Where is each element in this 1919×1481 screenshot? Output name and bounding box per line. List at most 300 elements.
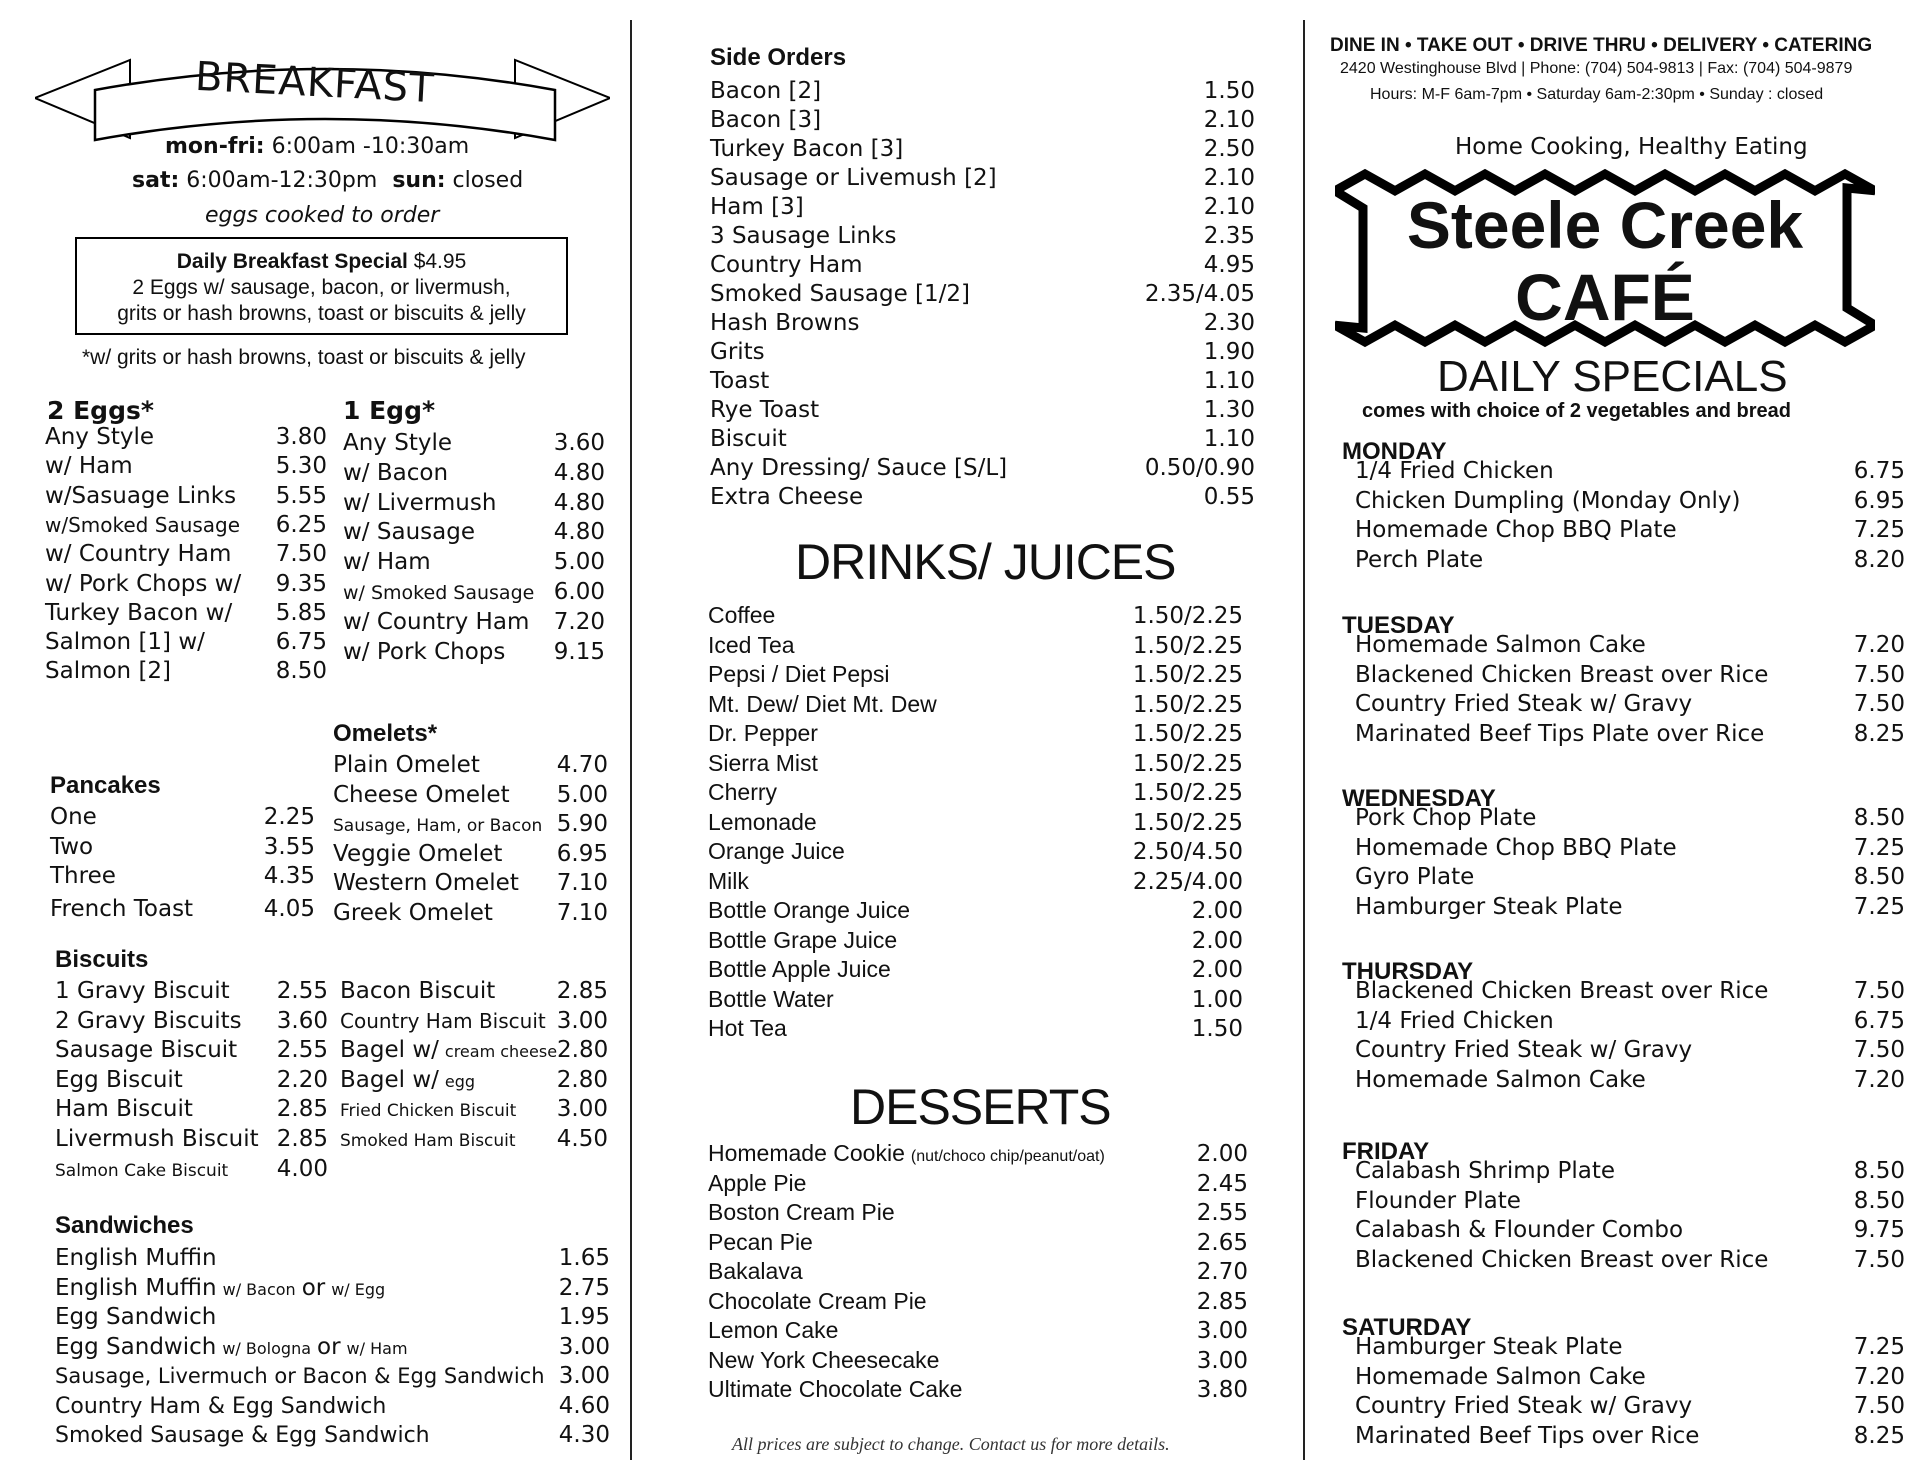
item-price: 1.50/2.25 bbox=[1132, 721, 1243, 747]
item-price: 8.50 bbox=[1853, 864, 1905, 891]
menu-item bbox=[710, 136, 1255, 162]
item-price: 2.00 bbox=[1196, 1141, 1248, 1167]
item-name: Bagel w/ egg bbox=[340, 1066, 476, 1093]
item-price: 3.80 bbox=[1196, 1377, 1248, 1403]
item-price: 3.00 bbox=[1196, 1347, 1248, 1374]
item-price: 1.50 bbox=[1191, 1016, 1243, 1042]
one-egg-heading: 1 Egg* bbox=[343, 396, 436, 425]
item-price: 4.05 bbox=[263, 895, 315, 922]
menu-item bbox=[55, 978, 328, 1004]
item-or: or bbox=[301, 1274, 326, 1301]
item-price: 4.35 bbox=[263, 863, 315, 889]
menu-item bbox=[340, 1126, 608, 1152]
day-heading-tuesday: TUESDAY bbox=[1342, 612, 1455, 639]
item-name: Marinated Beef Tips Plate over Rice bbox=[1355, 720, 1765, 747]
item-price: 1.50/2.25 bbox=[1132, 750, 1243, 777]
item-name: Homemade Salmon Cake bbox=[1355, 1363, 1646, 1390]
item-name: Grits bbox=[710, 339, 765, 365]
menu-item bbox=[50, 896, 315, 922]
item-name: Iced Tea bbox=[708, 631, 795, 658]
item-price: 8.25 bbox=[1853, 1422, 1905, 1449]
item-extra: (nut/choco chip/peanut/oat) bbox=[910, 1148, 1105, 1165]
item-price: 8.20 bbox=[1853, 546, 1905, 573]
menu-item bbox=[340, 1008, 608, 1034]
item-name: 1/4 Fried Chicken bbox=[1355, 458, 1554, 484]
menu-item bbox=[45, 541, 327, 567]
item-price: 4.95 bbox=[1203, 252, 1255, 278]
item-price: 3.00 bbox=[558, 1333, 610, 1360]
menu-item bbox=[708, 809, 1243, 836]
special-line2: grits or hash browns, toast or biscuits & jelly bbox=[117, 302, 526, 325]
item-name: Bacon [2] bbox=[710, 78, 822, 104]
side-orders-heading: Side Orders bbox=[710, 44, 847, 71]
item-name: English Muffin bbox=[55, 1245, 217, 1271]
item-name: Blackened Chicken Breast over Rice bbox=[1355, 661, 1769, 688]
menu-item bbox=[1355, 1217, 1905, 1243]
item-name: Rye Toast bbox=[710, 397, 820, 423]
item-name: w/ Ham bbox=[343, 549, 431, 576]
item-name: Salmon Cake Biscuit bbox=[55, 1160, 229, 1181]
logo-line1: Steele Creek bbox=[1406, 188, 1804, 262]
daily-specials-title: DAILY SPECIALS bbox=[1437, 352, 1788, 401]
item-name: Turkey Bacon w/ bbox=[45, 599, 233, 626]
item-name: Hamburger Steak Plate bbox=[1355, 893, 1623, 920]
menu-item bbox=[1355, 1364, 1905, 1390]
item-price: 2.35/4.05 bbox=[1144, 281, 1255, 307]
special-title: Daily Breakfast Special bbox=[176, 250, 408, 273]
menu-item bbox=[55, 1096, 328, 1122]
item-name: w/ Sausage bbox=[343, 519, 475, 546]
item-name: Lemon Cake bbox=[708, 1317, 839, 1343]
breakfast-title: BREAKFAST bbox=[193, 53, 436, 113]
item-price: 7.25 bbox=[1853, 834, 1905, 861]
item-name: Homemade Salmon Cake bbox=[1355, 1066, 1646, 1093]
special-price: $4.95 bbox=[413, 250, 467, 273]
menu-item bbox=[343, 490, 605, 516]
menu-item bbox=[708, 632, 1243, 659]
item-price: 4.00 bbox=[276, 1155, 328, 1182]
item-or: or bbox=[317, 1333, 341, 1360]
item-price: 1.50/2.25 bbox=[1132, 632, 1243, 659]
hours-line: Hours: M-F 6am-7pm • Saturday 6am-2:30pm • Sunday : closed bbox=[1370, 86, 1824, 103]
item-price: 1.50/2.25 bbox=[1132, 809, 1243, 836]
menu-item bbox=[55, 1304, 610, 1330]
item-name: Perch Plate bbox=[1355, 546, 1484, 573]
item-name: 1/4 Fried Chicken bbox=[1355, 1007, 1554, 1034]
item-name: One bbox=[50, 804, 97, 830]
item-name: Country Fried Steak w/ Gravy bbox=[1355, 1393, 1693, 1420]
item-name: Orange Juice bbox=[708, 838, 845, 864]
menu-item bbox=[710, 339, 1255, 365]
item-price: 2.75 bbox=[558, 1274, 610, 1301]
day-heading-thursday: THURSDAY bbox=[1342, 958, 1474, 985]
item-name: Country Fried Steak w/ Gravy bbox=[1355, 691, 1693, 718]
menu-item bbox=[55, 1245, 610, 1271]
item-price: 2.85 bbox=[556, 978, 608, 1004]
menu-item bbox=[45, 629, 327, 655]
item-name: Two bbox=[50, 833, 94, 860]
menu-item bbox=[45, 453, 327, 479]
item-name: Gyro Plate bbox=[1355, 864, 1475, 891]
menu-item bbox=[708, 838, 1243, 865]
item-name: Country Fried Steak w/ Gravy bbox=[1355, 1037, 1693, 1064]
item-name: Any Style bbox=[45, 424, 155, 450]
item-price: 6.25 bbox=[275, 511, 327, 538]
menu-item bbox=[1355, 978, 1905, 1004]
menu-item bbox=[708, 1376, 1248, 1403]
item-name: Pecan Pie bbox=[708, 1228, 813, 1255]
menu-item bbox=[710, 78, 1255, 104]
menu-item bbox=[343, 549, 605, 575]
item-price: 1.50/2.25 bbox=[1132, 691, 1243, 718]
menu-item bbox=[55, 1067, 328, 1093]
item-price: 2.55 bbox=[276, 978, 328, 1004]
item-price: 2.00 bbox=[1191, 957, 1243, 983]
menu-item bbox=[55, 1126, 328, 1152]
item-name: Blackened Chicken Breast over Rice bbox=[1355, 978, 1769, 1004]
item-price: 0.50/0.90 bbox=[1144, 455, 1255, 481]
item-name: Blackened Chicken Breast over Rice bbox=[1355, 1246, 1769, 1273]
menu-item bbox=[333, 782, 608, 808]
column-divider-right bbox=[1303, 20, 1305, 1460]
item-price: 7.25 bbox=[1853, 517, 1905, 544]
item-extra: cream cheese bbox=[444, 1042, 558, 1062]
item-name: 3 Sausage Links bbox=[710, 223, 897, 249]
item-name: Sausage, Livermuch or Bacon & Egg Sandwich bbox=[55, 1364, 545, 1388]
menu-item bbox=[1355, 1247, 1905, 1273]
item-name: Bottle Orange Juice bbox=[708, 897, 911, 923]
item-name: Flounder Plate bbox=[1355, 1187, 1521, 1214]
item-name: w/Sasuage Links bbox=[45, 482, 237, 509]
item-name: Sausage or Livemush [2] bbox=[710, 165, 997, 191]
menu-item bbox=[710, 368, 1255, 394]
menu-item bbox=[708, 897, 1243, 924]
menu-item bbox=[45, 600, 327, 626]
sandwiches-heading: Sandwiches bbox=[55, 1212, 194, 1239]
item-name: Fried Chicken Biscuit bbox=[340, 1101, 517, 1122]
menu-item bbox=[708, 779, 1243, 806]
item-extra: w/ Egg bbox=[331, 1279, 386, 1299]
item-price: 4.70 bbox=[556, 752, 608, 778]
menu-item bbox=[1355, 1158, 1905, 1184]
menu-item bbox=[710, 281, 1255, 307]
item-price: 1.90 bbox=[1203, 339, 1255, 365]
item-name: Bacon Biscuit bbox=[340, 978, 496, 1004]
menu-item bbox=[1355, 1188, 1905, 1214]
menu-item bbox=[1355, 1423, 1905, 1449]
item-price: 5.00 bbox=[553, 549, 605, 576]
column-divider-left bbox=[630, 20, 632, 1460]
item-price: 1.50/2.25 bbox=[1132, 603, 1243, 629]
menu-item bbox=[1355, 458, 1905, 484]
item-price: 7.10 bbox=[556, 870, 608, 897]
menu-item bbox=[1355, 721, 1905, 747]
menu-item bbox=[708, 720, 1243, 747]
item-name: Coffee bbox=[708, 602, 776, 628]
item-name: Any Style bbox=[343, 430, 453, 456]
item-name: Bagel w/ cream cheese bbox=[340, 1037, 558, 1064]
menu-item bbox=[708, 986, 1243, 1013]
item-name: Egg Sandwich bbox=[55, 1304, 217, 1330]
item-price: 5.30 bbox=[275, 453, 327, 480]
menu-item bbox=[710, 397, 1255, 423]
item-price: 2.00 bbox=[1191, 927, 1243, 954]
item-price: 6.75 bbox=[275, 629, 327, 656]
menu-item bbox=[710, 252, 1255, 278]
item-name: Sierra Mist bbox=[708, 749, 818, 776]
menu-item bbox=[708, 691, 1243, 718]
item-price: 8.50 bbox=[275, 658, 327, 685]
item-name: Salmon [2] bbox=[45, 658, 172, 685]
item-name: Salmon [1] w/ bbox=[45, 629, 205, 656]
item-price: 2.55 bbox=[1196, 1200, 1248, 1226]
biscuits-heading: Biscuits bbox=[55, 946, 149, 973]
item-price: 1.50/2.25 bbox=[1132, 662, 1243, 688]
menu-item bbox=[55, 1393, 610, 1419]
item-name: Ultimate Chocolate Cake bbox=[708, 1376, 963, 1402]
menu-item bbox=[343, 609, 605, 635]
menu-item bbox=[710, 194, 1255, 220]
menu-item bbox=[1355, 1037, 1905, 1063]
item-price: 9.15 bbox=[553, 638, 605, 665]
item-name: Country Ham & Egg Sandwich bbox=[55, 1393, 387, 1419]
item-name: Hash Browns bbox=[710, 310, 860, 336]
menu-item bbox=[55, 1156, 328, 1182]
item-name: Bottle Grape Juice bbox=[708, 926, 898, 953]
item-price: 7.50 bbox=[275, 541, 327, 568]
item-price: 1.65 bbox=[558, 1245, 610, 1271]
item-name: Toast bbox=[710, 368, 770, 394]
item-price: 6.75 bbox=[1853, 1007, 1905, 1034]
menu-item bbox=[710, 107, 1255, 133]
special-line1: 2 Eggs w/ sausage, bacon, or livermush, bbox=[132, 276, 511, 299]
menu-item bbox=[1355, 835, 1905, 861]
item-price: 7.20 bbox=[1853, 632, 1905, 658]
item-price: 7.50 bbox=[1853, 1037, 1905, 1064]
item-name: Egg Sandwich w/ Bologna or w/ Ham bbox=[55, 1333, 408, 1360]
item-price: 7.20 bbox=[1853, 1066, 1905, 1093]
two-eggs-heading: 2 Eggs* bbox=[47, 396, 154, 425]
item-price: 6.75 bbox=[1853, 458, 1905, 484]
item-name: New York Cheesecake bbox=[708, 1346, 940, 1373]
item-price: 2.50 bbox=[1203, 136, 1255, 162]
menu-item bbox=[50, 834, 315, 860]
item-price: 2.85 bbox=[276, 1096, 328, 1123]
contact-line: 2420 Westinghouse Blvd | Phone: (704) 504-9813 | Fax: (704) 504-9879 bbox=[1340, 60, 1853, 77]
item-price: 8.50 bbox=[1853, 805, 1905, 831]
item-name: Bottle Water bbox=[708, 985, 834, 1012]
menu-item bbox=[55, 1422, 610, 1448]
item-price: 3.00 bbox=[556, 1007, 608, 1034]
menu-item bbox=[1355, 691, 1905, 717]
item-price: 7.50 bbox=[1853, 691, 1905, 718]
menu-item bbox=[333, 752, 608, 778]
item-name: Mt. Dew/ Diet Mt. Dew bbox=[708, 690, 937, 717]
menu-item bbox=[708, 750, 1243, 777]
item-price: 9.75 bbox=[1853, 1217, 1905, 1244]
day-heading-friday: FRIDAY bbox=[1342, 1138, 1430, 1165]
menu-item bbox=[45, 571, 327, 597]
item-name: Boston Cream Pie bbox=[708, 1199, 895, 1225]
item-name: Pepsi / Diet Pepsi bbox=[708, 661, 890, 687]
item-price: 6.95 bbox=[556, 840, 608, 867]
item-extra: w/ Bacon bbox=[222, 1279, 296, 1299]
item-price: 3.00 bbox=[558, 1363, 610, 1389]
daily-special-box bbox=[75, 237, 568, 335]
item-name: w/ Ham bbox=[45, 453, 133, 480]
menu-item bbox=[708, 1347, 1248, 1374]
item-price: 7.50 bbox=[1853, 978, 1905, 1004]
desserts-heading: DESSERTS bbox=[850, 1079, 1111, 1135]
item-price: 2.80 bbox=[557, 1037, 609, 1064]
menu-item bbox=[708, 661, 1243, 688]
menu-item bbox=[55, 1363, 610, 1389]
menu-item bbox=[1355, 1334, 1905, 1360]
item-price: 4.80 bbox=[553, 459, 605, 486]
item-name: Marinated Beef Tips over Rice bbox=[1355, 1422, 1700, 1449]
item-price: 8.50 bbox=[1853, 1158, 1905, 1184]
item-price: 8.25 bbox=[1853, 720, 1905, 747]
item-price: 1.95 bbox=[558, 1304, 610, 1330]
item-name: Chicken Dumpling (Monday Only) bbox=[1355, 487, 1741, 514]
menu-item bbox=[708, 1317, 1248, 1344]
item-price: 7.50 bbox=[1853, 1246, 1905, 1273]
item-price: 7.25 bbox=[1853, 893, 1905, 920]
item-price: 1.50 bbox=[1203, 78, 1255, 104]
item-price: 5.00 bbox=[556, 781, 608, 808]
item-name: Livermush Biscuit bbox=[55, 1126, 259, 1152]
menu-item bbox=[333, 900, 608, 926]
item-price: 7.50 bbox=[1853, 661, 1905, 688]
item-name: w/ Pork Chops bbox=[343, 638, 506, 665]
menu-item bbox=[343, 639, 605, 665]
item-price: 7.10 bbox=[556, 900, 608, 926]
menu-item bbox=[710, 310, 1255, 336]
menu-item bbox=[710, 455, 1255, 481]
item-price: 1.10 bbox=[1203, 426, 1255, 452]
item-price: 2.45 bbox=[1196, 1170, 1248, 1197]
menu-item bbox=[340, 1096, 608, 1122]
item-name: Pork Chop Plate bbox=[1355, 805, 1537, 831]
day-heading-wednesday: WEDNESDAY bbox=[1342, 785, 1496, 812]
item-name: Sausage, Ham, or Bacon bbox=[333, 816, 543, 837]
item-price: 2.85 bbox=[276, 1126, 328, 1152]
menu-item bbox=[45, 658, 327, 684]
item-name: Ham [3] bbox=[710, 194, 804, 220]
price-disclaimer: All prices are subject to change. Contact us for more details. bbox=[732, 1434, 1170, 1454]
menu-item bbox=[45, 512, 327, 538]
item-name: Veggie Omelet bbox=[333, 840, 503, 867]
item-name: Sausage Biscuit bbox=[55, 1037, 238, 1064]
item-price: 6.95 bbox=[1853, 487, 1905, 514]
item-name: w/ Bacon bbox=[343, 459, 449, 486]
item-name: Cheese Omelet bbox=[333, 781, 510, 808]
item-name: Bakalava bbox=[708, 1258, 803, 1284]
item-price: 3.60 bbox=[553, 430, 605, 456]
menu-item bbox=[50, 863, 315, 889]
menu-item bbox=[708, 1015, 1243, 1042]
menu-item bbox=[708, 1199, 1248, 1226]
item-name: Bacon [3] bbox=[710, 107, 822, 133]
item-name: 2 Gravy Biscuits bbox=[55, 1007, 242, 1034]
item-name: Biscuit bbox=[710, 426, 787, 452]
menu-item bbox=[708, 1258, 1248, 1285]
item-name: Smoked Ham Biscuit bbox=[340, 1131, 516, 1151]
menu-item bbox=[710, 426, 1255, 452]
item-name: Smoked Sausage & Egg Sandwich bbox=[55, 1423, 430, 1448]
menu-item bbox=[708, 956, 1243, 983]
item-price: 4.80 bbox=[553, 489, 605, 516]
menu-item bbox=[1355, 1393, 1905, 1419]
item-price: 4.50 bbox=[556, 1126, 608, 1152]
services-line: DINE IN • TAKE OUT • DRIVE THRU • DELIVERY • CATERING bbox=[1330, 35, 1873, 56]
item-price: 2.55 bbox=[276, 1037, 328, 1064]
item-name: Egg Biscuit bbox=[55, 1066, 183, 1093]
menu-item bbox=[333, 841, 608, 867]
daily-specials-sub: comes with choice of 2 vegetables and bread bbox=[1362, 400, 1792, 422]
item-price: 2.30 bbox=[1203, 310, 1255, 336]
item-price: 3.00 bbox=[556, 1096, 608, 1123]
item-price: 2.10 bbox=[1203, 165, 1255, 191]
item-name: English Muffin w/ Bacon or w/ Egg bbox=[55, 1274, 386, 1301]
item-name: Calabash Shrimp Plate bbox=[1355, 1158, 1616, 1184]
item-name: w/ Country Ham bbox=[343, 608, 530, 635]
item-name: Ham Biscuit bbox=[55, 1096, 193, 1123]
item-name: w/Smoked Sausage bbox=[45, 512, 241, 537]
menu-item bbox=[1355, 805, 1905, 831]
menu-item bbox=[55, 1037, 328, 1063]
menu-item bbox=[50, 804, 315, 830]
item-price: 2.25 bbox=[263, 804, 315, 830]
item-price: 8.50 bbox=[1853, 1187, 1905, 1214]
item-name: w/ Pork Chops w/ bbox=[45, 570, 242, 597]
drinks-heading: DRINKS/ JUICES bbox=[795, 534, 1176, 590]
item-price: 3.55 bbox=[263, 833, 315, 860]
item-price: 5.85 bbox=[275, 599, 327, 626]
menu-item bbox=[1355, 488, 1905, 514]
item-price: 9.35 bbox=[275, 570, 327, 597]
item-name: Plain Omelet bbox=[333, 752, 480, 778]
item-price: 2.80 bbox=[556, 1066, 608, 1093]
item-name: Apple Pie bbox=[708, 1169, 807, 1196]
item-name: Chocolate Cream Pie bbox=[708, 1287, 927, 1314]
item-name: Three bbox=[50, 863, 116, 889]
item-name: Homemade Chop BBQ Plate bbox=[1355, 834, 1677, 861]
item-name: Hot Tea bbox=[708, 1015, 787, 1041]
menu-item bbox=[45, 424, 327, 450]
menu-item bbox=[1355, 1067, 1905, 1093]
item-name: w/ Livermush bbox=[343, 489, 497, 516]
item-price: 4.80 bbox=[553, 519, 605, 546]
item-price: 2.00 bbox=[1191, 898, 1243, 924]
menu-item bbox=[708, 927, 1243, 954]
menu-item bbox=[55, 1275, 610, 1301]
item-name: Smoked Sausage [1/2] bbox=[710, 281, 971, 307]
item-name: Lemonade bbox=[708, 808, 817, 835]
menu-item bbox=[343, 519, 605, 545]
logo-line2: CAFÉ bbox=[1515, 260, 1695, 334]
item-extra: egg bbox=[444, 1071, 476, 1091]
menu-item bbox=[343, 460, 605, 486]
item-name: 1 Gravy Biscuit bbox=[55, 978, 230, 1004]
menu-item bbox=[1355, 517, 1905, 543]
item-price: 4.30 bbox=[558, 1422, 610, 1448]
menu-item bbox=[333, 811, 608, 837]
item-name: Country Ham bbox=[710, 252, 863, 278]
item-name: Hamburger Steak Plate bbox=[1355, 1334, 1623, 1360]
menu-item bbox=[340, 1067, 608, 1093]
day-heading-monday: MONDAY bbox=[1342, 438, 1447, 465]
